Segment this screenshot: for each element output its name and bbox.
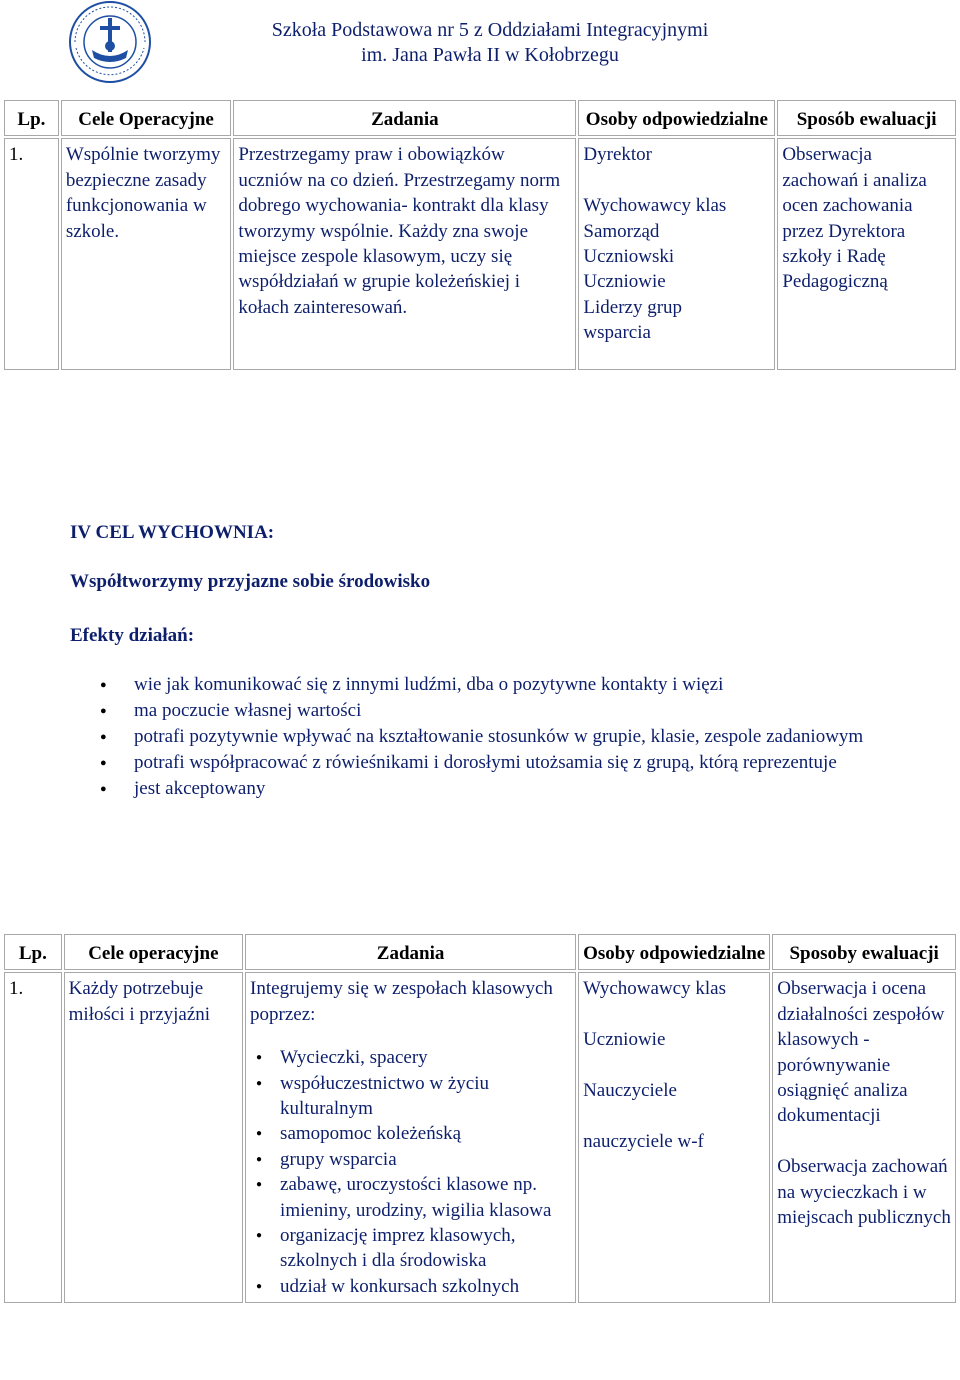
header-cele: Cele operacyjne bbox=[64, 934, 243, 970]
cell-zadania bbox=[245, 972, 576, 1303]
zadania-intro: Integrujemy się w zespołach klasowych poprzez: bbox=[250, 978, 553, 1025]
tasks-list bbox=[250, 1045, 571, 1299]
osoba: nauczyciele w-f bbox=[583, 1130, 704, 1152]
cell-lp: 1. bbox=[4, 138, 59, 370]
osoba: Liderzy grup bbox=[583, 296, 683, 318]
osoba: Uczniowski bbox=[583, 246, 675, 268]
list-item: ● grupy wsparcia bbox=[250, 1147, 571, 1172]
cell-cel: Każdy potrzebuje miłości i przyjaźni bbox=[64, 972, 243, 1303]
list-item: ● samopomoc koleżeńską bbox=[250, 1121, 571, 1146]
sposob: Obserwacja zachowań na wycieczkach i w miejscach publicznych bbox=[777, 1156, 951, 1229]
list-item: ● organizację imprez klasowych, szkolnych i dla środowiska bbox=[250, 1223, 571, 1274]
osoba: Samorząd bbox=[583, 220, 660, 242]
osoba: wsparcia bbox=[583, 322, 651, 344]
cell-osoby bbox=[578, 138, 775, 370]
school-logo bbox=[68, 0, 152, 84]
list-item: ● jest akceptowany bbox=[96, 776, 886, 802]
osoba: Wychowawcy klas bbox=[583, 195, 727, 217]
osoba: Nauczyciele bbox=[583, 1080, 677, 1101]
list-item: ● potrafi pozytywnie wpływać na kształtowanie stosunków w grupie, klasie, zespole zadaniowym bbox=[96, 724, 886, 750]
cell-sposob: Obserwacja zachowań i analiza ocen zachowania przez Dyrektora szkoły i Radę Pedagogiczną bbox=[777, 138, 956, 370]
osoba: Dyrektor bbox=[583, 144, 652, 166]
list-item: ● zabawę, uroczystości klasowe np. imieniny, urodziny, wigilia klasowa bbox=[250, 1172, 571, 1223]
header-cele: Cele Operacyjne bbox=[61, 100, 232, 136]
header-lp: Lp. bbox=[4, 100, 59, 136]
list-item: ● Wycieczki, spacery bbox=[250, 1045, 571, 1070]
table-row bbox=[4, 138, 956, 370]
table-row bbox=[4, 972, 956, 1303]
cell-lp: 1. bbox=[4, 972, 62, 1303]
header-zadania: Zadania bbox=[245, 934, 576, 970]
list-item: ● wie jak komunikować się z innymi ludźmi, dba o pozytywne kontakty i więzi bbox=[96, 672, 886, 698]
sposob: Obserwacja i ocena działalności zespołów klasowych - porównywanie osiągnięć analiza dokumentacji bbox=[777, 978, 945, 1127]
section-title: IV CEL WYCHOWNIA: bbox=[70, 522, 275, 543]
table-header-row bbox=[4, 100, 956, 136]
osoba: Uczniowie bbox=[583, 1029, 666, 1051]
effects-list bbox=[96, 672, 886, 802]
goals-table-2 bbox=[2, 932, 958, 1305]
header-osoby: Osoby odpowiedzialne bbox=[578, 100, 775, 136]
header-lp: Lp. bbox=[4, 934, 62, 970]
list-item: ● współuczestnictwo w życiu kulturalnym bbox=[250, 1071, 571, 1122]
school-name-line1: Szkoła Podstawowa nr 5 z Oddziałami Integracyjnymi bbox=[271, 19, 709, 41]
osoba: Uczniowie bbox=[583, 271, 666, 293]
list-item: ● potrafi współpracować z rówieśnikami i dorosłymi utożsamia się z grupą, którą reprezentuje bbox=[96, 750, 886, 776]
list-item: ● udział w konkursach szkolnych bbox=[250, 1274, 571, 1299]
cell-sposoby bbox=[772, 972, 956, 1303]
school-name bbox=[200, 18, 780, 68]
header-osoby: Osoby odpowiedzialne bbox=[578, 934, 770, 970]
header-sposob: Sposób ewaluacji bbox=[777, 100, 956, 136]
cell-osoby bbox=[578, 972, 770, 1303]
goals-table-1 bbox=[2, 98, 958, 372]
cell-cel: Wspólnie tworzymy bezpieczne zasady funkcjonowania w szkole. bbox=[61, 138, 232, 370]
osoba: Wychowawcy klas bbox=[583, 978, 726, 1000]
list-item: ● ma poczucie własnej wartości bbox=[96, 698, 886, 724]
section-subtitle: Współtworzymy przyjazne sobie środowisko bbox=[70, 571, 431, 592]
effects-label: Efekty działań: bbox=[70, 625, 195, 646]
table-header-row bbox=[4, 934, 956, 970]
school-name-line2: im. Jana Pawła II w Kołobrzegu bbox=[361, 44, 619, 66]
header-sposoby: Sposoby ewaluacji bbox=[772, 934, 956, 970]
cell-zadania: Przestrzegamy praw i obowiązków uczniów na co dzień. Przestrzegamy norm dobrego wychowania- kontrakt dla klasy tworzymy wspólnie. Każdy zna swoje miejsce zespole klasowym, uczy się współdziałań w grupie koleżeńskiej i kołach zainteresowań. bbox=[233, 138, 576, 370]
header-zadania: Zadania bbox=[233, 100, 576, 136]
